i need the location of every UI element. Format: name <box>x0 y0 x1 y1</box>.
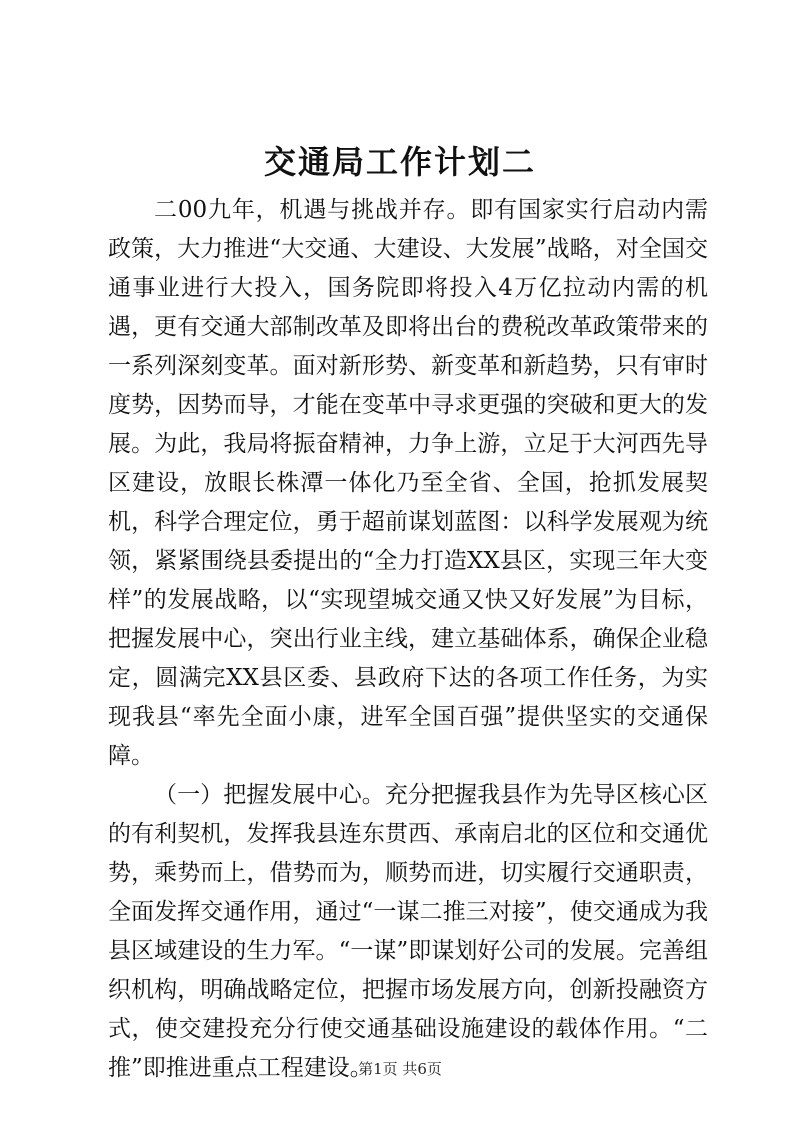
document-body <box>108 191 708 1088</box>
page-footer: 第1页 共6页 <box>358 1060 442 1078</box>
paragraph-section-1: （一）把握发展中心。充分把握我县作为先导区核心区的有利契机，发挥我县连东贯西、承南启北的区位和交通优势，乘势而上，借势而为，顺势而进，切实履行交通职责，全面发挥交通作用，通过“一谋二推三对接”，使交通成为我县区域建设的生力军。“一谋”即谋划好公司的发展。完善组织机构，明确战略定位，把握市场发展方向，创新投融资方式，使交建投充分行使交通基础设施建设的载体作用。“二推”即推进重点工程建设。 <box>108 782 708 1081</box>
document-title: 交通局工作计划二 <box>263 143 536 181</box>
paragraph-intro: 二00九年，机遇与挑战并存。即有国家实行启动内需政策，大力推进“大交通、大建设、大发展”战略，对全国交通事业进行大投入，国务院即将投入4万亿拉动内需的机遇，更有交通大部制改革及即将出台的费税改革政策带来的一系列深刻变革。面对新形势、新变革和新趋势，只有审时度势，因势而导，才能在变革中寻求更强的突破和更大的发展。为此，我局将振奋精神，力争上游，立足于大河西先导区建设，放眼长株潭一体化乃至全省、全国，抢抓发展契机，科学合理定位，勇于超前谋划蓝图：以科学发展观为统领，紧紧围绕县委提出的“全力打造XX县区，实现三年大变样”的发展战略，以“实现望城交通又快又好发展”为目标，把握发展中心，突出行业主线，建立基础体系，确保企业稳定，圆满完XX县区委、县政府下达的各项工作任务，为实现我县“率先全面小康，进军全国百强”提供坚实的交通保障。 <box>108 197 708 769</box>
